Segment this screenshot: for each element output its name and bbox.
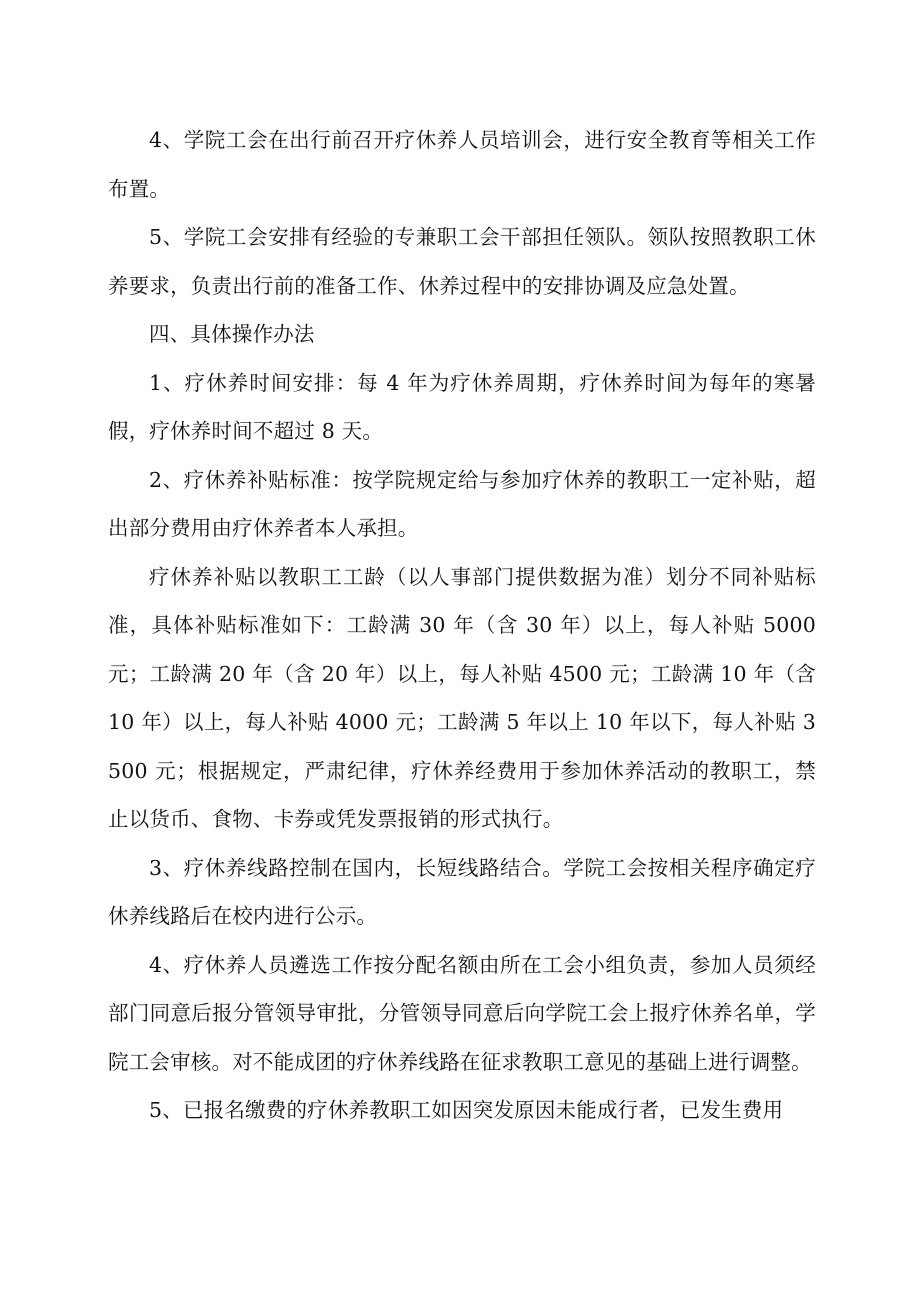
- paragraph-cancellation: 5、已报名缴费的疗休养教职工如因突发原因未能成行者，已发生费用: [149, 1098, 784, 1122]
- paragraph-schedule: 1、疗休养时间安排：每 4 年为疗休养周期，疗休养时间为每年的寒暑假，疗休养时间不超过 8 天。: [108, 370, 816, 443]
- paragraph-selection: 4、疗休养人员遴选工作按分配名额由所在工会小组负责，参加人员须经部门同意后报分管领导审批，分管领导同意后向学院工会上报疗休养名单，学院工会审核。对不能成团的疗休养线路在征求教职工意见的基础上进行调整。: [108, 952, 816, 1074]
- paragraph-subsidy-details: 疗休养补贴以教职工工龄（以人事部门提供数据为准）划分不同补贴标准，具体补贴标准如下：工龄满 30 年（含 30 年）以上，每人补贴 5000 元；工龄满 20 年（含 20 年）以上，每人补贴 4500 元；工龄满 10 年（含 10 年）以上，每人补贴 4000 元；工龄满 5 年以上 10 年以下，每人补贴 3500 元；根据规定，严肃纪律，疗休养经费用于参加休养活动的教职工，禁止以货币、食物、卡券或凭发票报销的形式执行。: [108, 564, 816, 831]
- section-heading-procedures: 四、具体操作办法: [149, 322, 315, 346]
- paragraph-subsidy-standard: 2、疗休养补贴标准：按学院规定给与参加疗休养的教职工一定补贴，超出部分费用由疗休养者本人承担。: [108, 467, 816, 540]
- paragraph-training-meeting: 4、学院工会在出行前召开疗休养人员培训会，进行安全教育等相关工作布置。: [108, 128, 816, 201]
- paragraph-routes: 3、疗休养线路控制在国内，长短线路结合。学院工会按相关程序确定疗休养线路后在校内进行公示。: [108, 855, 816, 928]
- paragraph-team-leader: 5、学院工会安排有经验的专兼职工会干部担任领队。领队按照教职工休养要求，负责出行前的准备工作、休养过程中的安排协调及应急处置。: [108, 225, 816, 298]
